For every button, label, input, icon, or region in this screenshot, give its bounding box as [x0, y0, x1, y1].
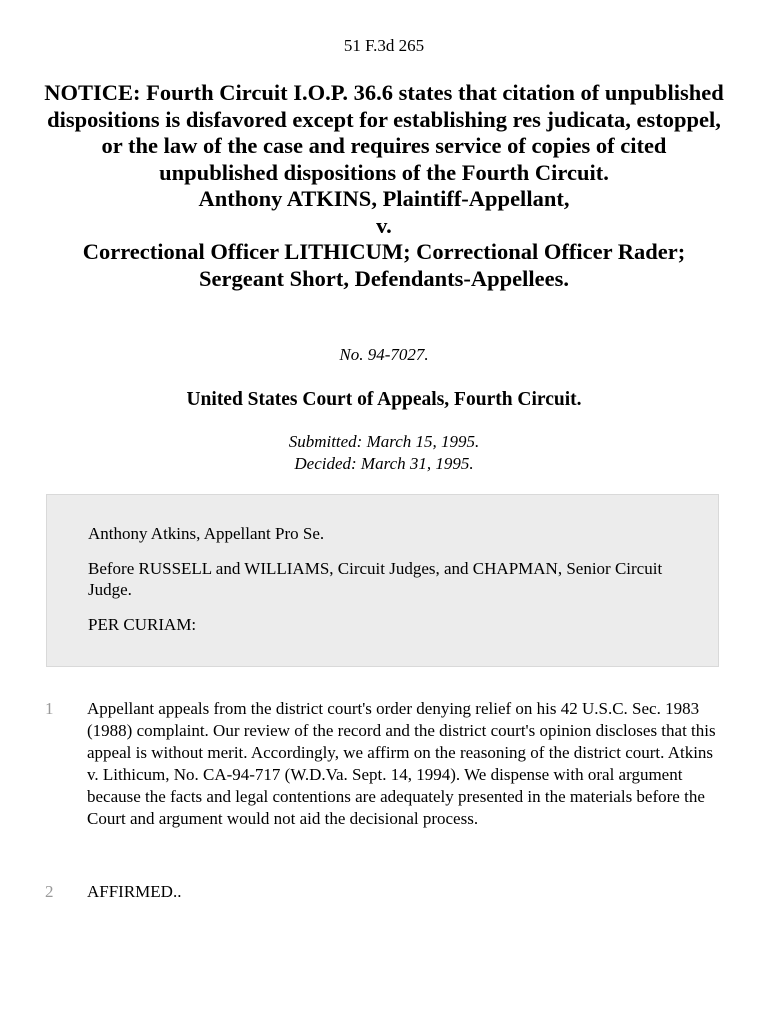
case-title — [40, 80, 728, 292]
appellant-counsel: Anthony Atkins, Appellant Pro Se. — [88, 524, 325, 543]
paragraph-number: 2 — [45, 882, 54, 901]
opinion-preamble — [46, 494, 719, 667]
case-citation: 51 F.3d 265 — [343, 36, 425, 55]
per-curiam-label: PER CURIAM: — [88, 615, 197, 634]
plaintiff-name: Anthony ATKINS, Plaintiff-Appellant, — [198, 186, 570, 211]
court-name: United States Court of Appeals, Fourth Circuit. — [186, 389, 582, 410]
decided-date: Decided: March 31, 1995. — [294, 454, 474, 473]
docket-number: No. 94-7027. — [339, 345, 429, 364]
notice-text: NOTICE: Fourth Circuit I.O.P. 36.6 states that citation of unpublished dispositions is disfavored except for establishing res judicata, estoppel, or the law of the case and requires service of copies of cited unpublished dispositions of the Fourth Circuit. — [44, 80, 724, 185]
judges-panel: Before RUSSELL and WILLIAMS, Circuit Judges, and CHAPMAN, Senior Circuit Judge. — [88, 559, 663, 599]
paragraph-text: AFFIRMED.. — [87, 882, 182, 901]
versus-text: v. — [376, 212, 392, 238]
paragraph-number: 1 — [45, 699, 54, 718]
submitted-date: Submitted: March 15, 1995. — [288, 432, 480, 451]
case-dates — [0, 431, 768, 475]
paragraph-text: Appellant appeals from the district court's order denying relief on his 42 U.S.C. Sec. 1983 (1988) complaint. Our review of the record and the district court's opinion discloses that this appeal is without merit. Accordingly, we affirm on the reasoning of the district court. Atkins v. Lithicum, No. CA-94-717 (W.D.Va. Sept. 14, 1994). We dispense with oral argument because the facts and legal contentions are adequately presented in the materials before the Court and argument would not aid the decisional process. — [87, 699, 716, 828]
defendants-names: Correctional Officer LITHICUM; Correctional Officer Rader; Sergeant Short, Defendants-Appellees. — [82, 239, 686, 291]
